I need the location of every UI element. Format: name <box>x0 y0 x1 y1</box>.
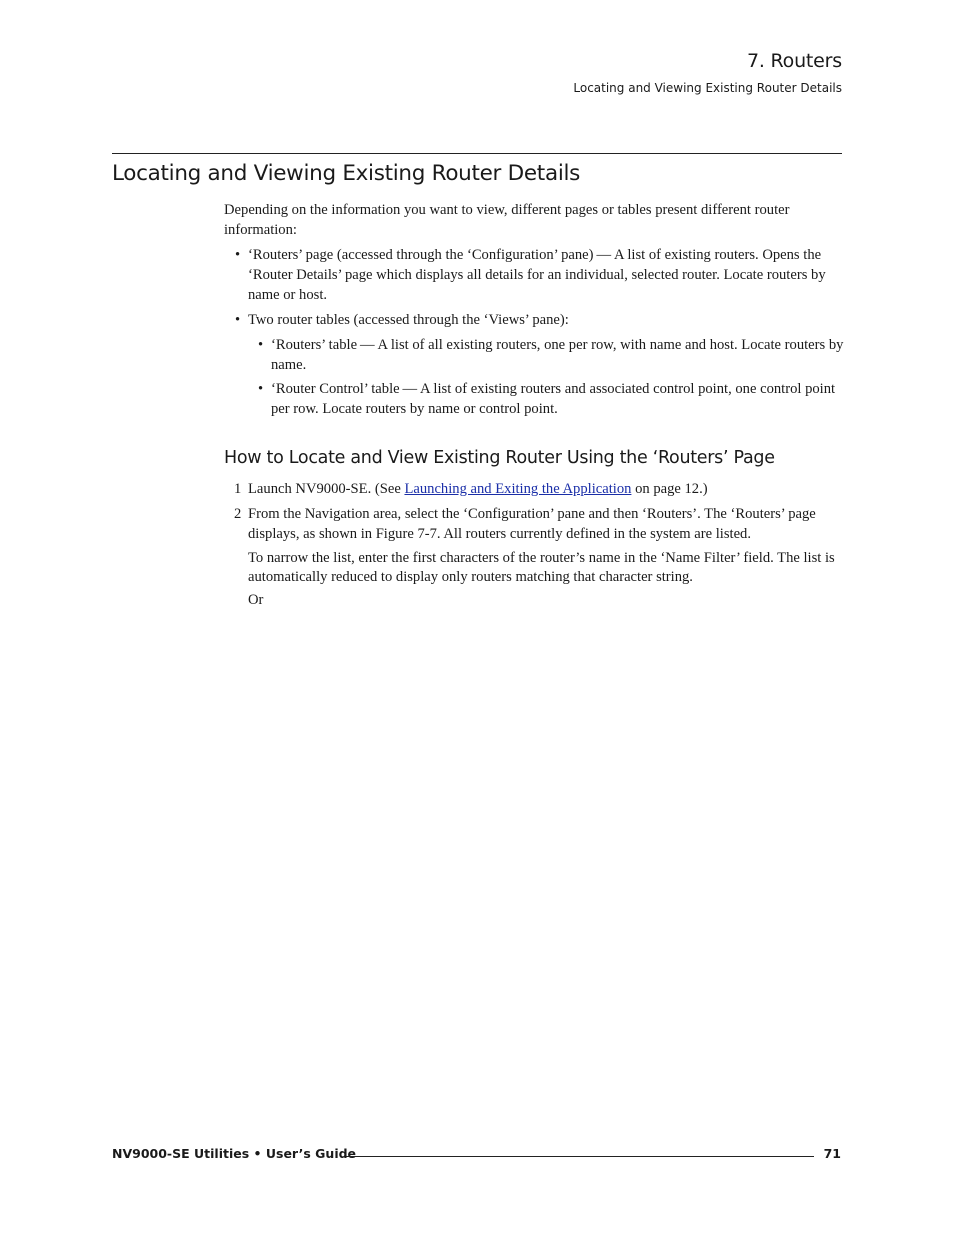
step-text-pre: Launch NV9000-SE. (See <box>248 481 405 497</box>
procedure-heading: How to Locate and View Existing Router Using the ‘Routers’ Page <box>224 448 775 468</box>
body-content <box>224 200 844 423</box>
header-rule <box>112 153 842 154</box>
footer-rule <box>346 1156 814 1157</box>
page-number: 71 <box>823 1146 841 1161</box>
sub-list-item-text: ‘Router Control’ table — A list of existing routers and associated control point, one control point per row. Locate routers by name or control point. <box>271 381 836 417</box>
list-item <box>224 310 844 330</box>
bullet-icon: • <box>258 381 264 397</box>
step-number: 2 <box>234 506 242 522</box>
footer-title: NV9000-SE Utilities • User’s Guide <box>112 1146 357 1161</box>
sub-list-item <box>224 379 844 419</box>
list-item-text: ‘Routers’ page (accessed through the ‘Configuration’ pane) — A list of existing routers. Opens the ‘Router Details’ page which displays all details for an individual, selected router. Locate routers by name or host. <box>248 247 826 303</box>
step-text-post: on page 12.) <box>631 481 708 497</box>
procedure-steps <box>224 479 844 614</box>
step-item <box>224 479 844 499</box>
bullet-icon: • <box>235 312 241 328</box>
sub-list-item-text: ‘Routers’ table — A list of all existing routers, one per row, with name and host. Locate routers by name. <box>271 337 844 373</box>
bullet-icon: • <box>235 247 241 263</box>
step-paragraph: Or <box>248 592 264 608</box>
sub-list-item <box>224 335 844 375</box>
cross-reference-link[interactable]: Launching and Exiting the Application <box>404 481 632 497</box>
running-header-chapter: 7. Routers <box>746 50 842 72</box>
step-paragraph: To narrow the list, enter the first characters of the router’s name in the ‘Name Filter’ field. The list is automatically reduced to display only routers matching that character string. <box>248 550 835 585</box>
step-number: 1 <box>234 481 242 497</box>
list-item <box>224 245 844 305</box>
step-text: From the Navigation area, select the ‘Configuration’ pane and then ‘Routers’. The ‘Routers’ page displays, as shown in Figure 7-7. All routers currently defined in the system are listed. <box>248 506 816 542</box>
running-header-section: Locating and Viewing Existing Router Details <box>573 81 842 95</box>
step-item <box>224 504 844 544</box>
page-title: Locating and Viewing Existing Router Details <box>112 161 581 186</box>
bullet-icon: • <box>258 337 264 353</box>
list-item-text: Two router tables (accessed through the ‘Views’ pane): <box>248 312 569 328</box>
intro-paragraph: Depending on the information you want to view, different pages or tables present different router information: <box>224 202 790 238</box>
